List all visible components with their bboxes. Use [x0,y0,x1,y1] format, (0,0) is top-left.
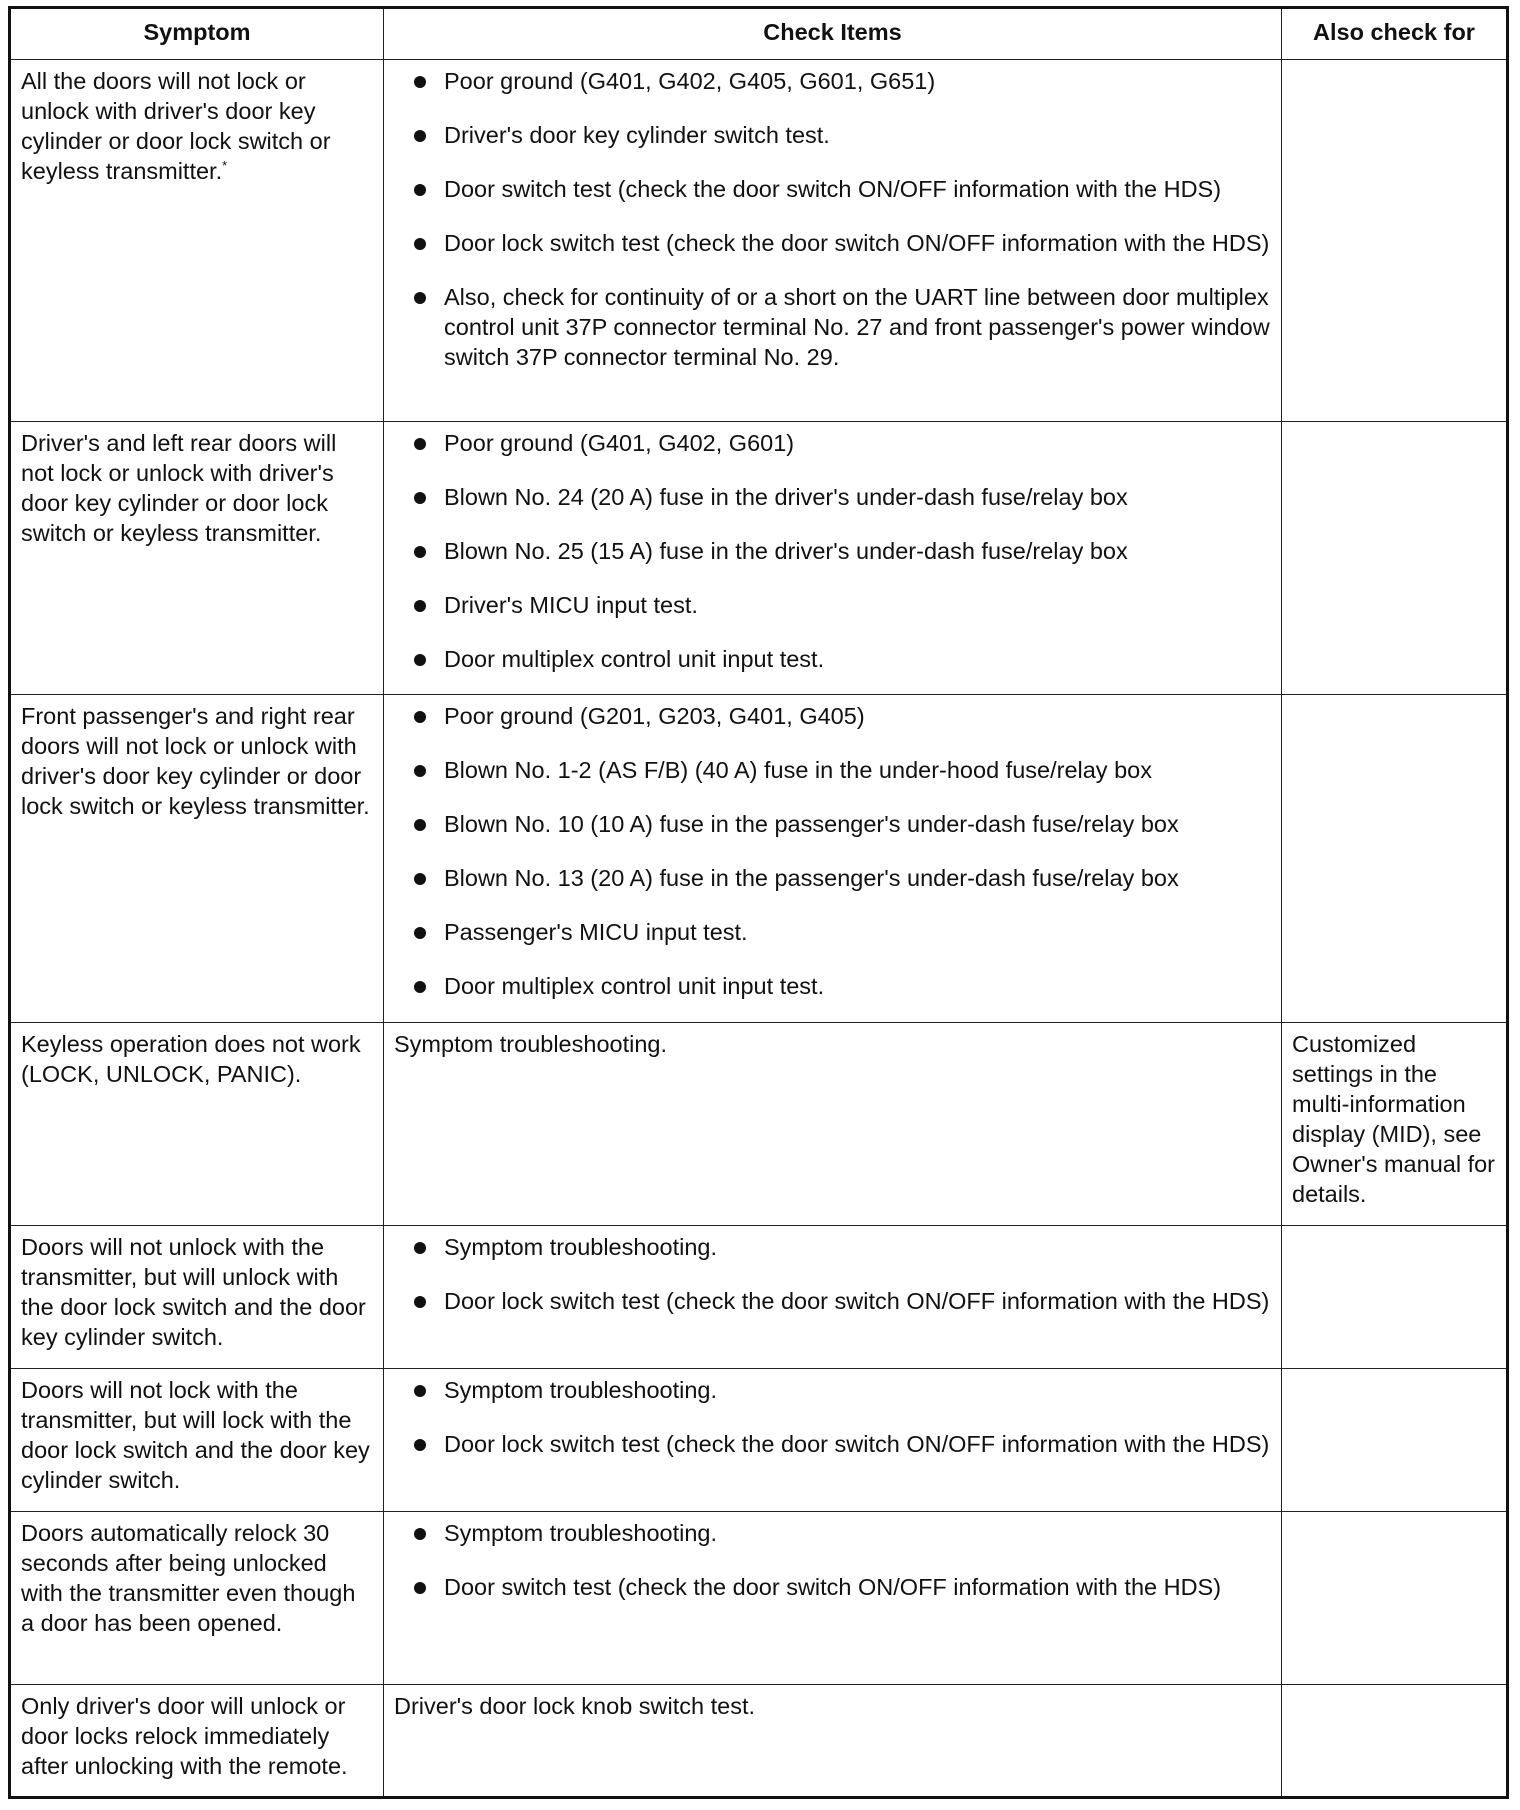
check-item: Driver's MICU input test. [412,590,1271,620]
bullet-icon [414,765,426,777]
check-item: Door lock switch test (check the door switch ON/OFF information with the HDS) [412,1286,1271,1316]
check-item: Blown No. 24 (20 A) fuse in the driver's under-dash fuse/relay box [412,482,1271,512]
also-check-cell: Customized settings in the multi-information display (MID), see Owner's manual for details. [1282,1023,1508,1226]
table-row [10,1369,1508,1512]
bullet-icon [414,1528,426,1540]
check-item: Door switch test (check the door switch ON/OFF information with the HDS) [412,174,1271,204]
check-item: Poor ground (G201, G203, G401, G405) [412,701,1271,731]
check-item: Door lock switch test (check the door switch ON/OFF information with the HDS) [412,1429,1271,1459]
bullet-icon [414,981,426,993]
bullet-icon [414,873,426,885]
bullet-icon [414,1439,426,1451]
check-item: Also, check for continuity of or a short on the UART line between door multiplex control unit 37P connector terminal No. 27 and front passenger's power window switch 37P connector terminal No. 29. [412,282,1271,372]
bullet-icon [414,1385,426,1397]
bullet-icon [414,1296,426,1308]
bullet-icon [414,1582,426,1594]
bullet-icon [414,711,426,723]
also-check-cell [1282,1369,1508,1512]
bullet-icon [414,654,426,666]
check-item: Driver's door key cylinder switch test. [412,120,1271,150]
check-item: Door multiplex control unit input test. [412,971,1271,1001]
check-item: Symptom troubleshooting. [412,1375,1271,1405]
also-check-cell [1282,695,1508,1023]
bullet-icon [414,238,426,250]
bullet-icon [414,76,426,88]
check-item: Poor ground (G401, G402, G405, G601, G651) [412,66,1271,96]
symptom-cell: Only driver's door will unlock or door locks relock immediately after unlocking with the remote. [10,1685,384,1798]
table-row [10,1226,1508,1369]
symptom-cell: Doors will not lock with the transmitter, but will lock with the door lock switch and the door key cylinder switch. [10,1369,384,1512]
also-check-cell [1282,422,1508,695]
symptom-cell [10,60,384,422]
check-item: Blown No. 25 (15 A) fuse in the driver's under-dash fuse/relay box [412,536,1271,566]
bullet-icon [414,819,426,831]
check-item: Blown No. 13 (20 A) fuse in the passenger's under-dash fuse/relay box [412,863,1271,893]
also-check-cell [1282,1685,1508,1798]
symptom-cell: Doors will not unlock with the transmitter, but will unlock with the door lock switch and the door key cylinder switch. [10,1226,384,1369]
check-item: Door multiplex control unit input test. [412,644,1271,674]
symptom-cell: Doors automatically relock 30 seconds after being unlocked with the transmitter even though a door has been opened. [10,1512,384,1685]
check-item: Blown No. 10 (10 A) fuse in the passenger's under-dash fuse/relay box [412,809,1271,839]
check-items-cell [384,1369,1282,1512]
check-item: Door switch test (check the door switch ON/OFF information with the HDS) [412,1572,1271,1602]
check-item: Blown No. 1-2 (AS F/B) (40 A) fuse in the under-hood fuse/relay box [412,755,1271,785]
table-row [10,60,1508,422]
header-row [10,8,1508,60]
bullet-icon [414,292,426,304]
table-row [10,1023,1508,1226]
bullet-icon [414,1242,426,1254]
table-row [10,1685,1508,1798]
check-items-cell: Symptom troubleshooting. [384,1023,1282,1226]
check-item: Symptom troubleshooting. [412,1518,1271,1548]
table-row [10,422,1508,695]
bullet-icon [414,130,426,142]
also-check-cell [1282,60,1508,422]
symptom-cell: Front passenger's and right rear doors will not lock or unlock with driver's door key cylinder or door lock switch or keyless transmitter. [10,695,384,1023]
bullet-icon [414,184,426,196]
check-item: Door lock switch test (check the door switch ON/OFF information with the HDS) [412,228,1271,258]
check-items-cell [384,1512,1282,1685]
bullet-icon [414,546,426,558]
also-check-cell [1282,1226,1508,1369]
table-row [10,1512,1508,1685]
header-symptom: Symptom [10,8,384,60]
check-items-cell [384,422,1282,695]
bullet-icon [414,438,426,450]
table-row [10,695,1508,1023]
symptom-text: All the doors will not lock or unlock with driver's door key cylinder or door lock switch or keyless transmitter. [21,68,331,184]
footnote-mark: * [222,158,228,174]
check-item: Symptom troubleshooting. [412,1232,1271,1262]
header-also-check-for: Also check for [1282,8,1508,60]
check-items-cell [384,60,1282,422]
bullet-icon [414,600,426,612]
check-item: Poor ground (G401, G402, G601) [412,428,1271,458]
symptom-troubleshooting-table [8,6,1509,1799]
check-items-cell [384,1226,1282,1369]
symptom-cell: Keyless operation does not work (LOCK, UNLOCK, PANIC). [10,1023,384,1226]
header-check-items: Check Items [384,8,1282,60]
check-item: Passenger's MICU input test. [412,917,1271,947]
check-items-cell: Driver's door lock knob switch test. [384,1685,1282,1798]
check-items-cell [384,695,1282,1023]
also-check-cell [1282,1512,1508,1685]
bullet-icon [414,927,426,939]
bullet-icon [414,492,426,504]
symptom-cell: Driver's and left rear doors will not lock or unlock with driver's door key cylinder or door lock switch or keyless transmitter. [10,422,384,695]
